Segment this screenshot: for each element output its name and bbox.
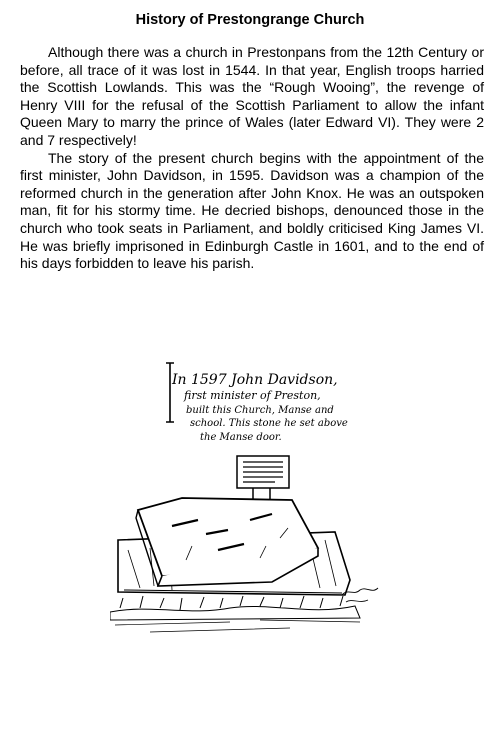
body-text xyxy=(20,44,484,273)
paragraph-1: Although there was a church in Prestonpans from the 12th Century or before, all trace of it was lost in 1544. In that year, English troops harried the Scottish Lowlands. This was the “Rough Wooing”, the revenge of Henry VIII for the refusal of the Scottish Parliament to allow the infant Queen Mary to marry the prince of Wales (later Edward VI). They were 2 and 7 respectively! xyxy=(20,44,484,148)
ground-lines xyxy=(115,620,360,632)
plaque xyxy=(237,456,289,502)
page-title: History of Prestongrange Church xyxy=(135,12,365,28)
inscription-line-5: the Manse door. xyxy=(200,432,282,443)
inscription-line-2: first minister of Preston, xyxy=(184,389,321,402)
inscription-line-3: built this Church, Manse and xyxy=(186,405,334,416)
ground-grass xyxy=(110,596,360,620)
inscription xyxy=(171,372,348,443)
paragraph-2: The story of the present church begins with the appointment of the first minister, John Davidson, in 1595. Davidson was a champion of the reformed church in the generation after John Knox. He was an outspoken man, fit for his stormy time. He decried bishops, denounced those in the church who took seats in Parliament, and boldly criticised King James VI. He was briefly imprisoned in Edinburgh Castle in 1601, and to the end of his days forbidden to leave his parish. xyxy=(20,149,484,272)
inscription-line-4: school. This stone he set above xyxy=(190,418,348,429)
inscription-line-1: In 1597 John Davidson, xyxy=(172,372,338,388)
stone-illustration xyxy=(110,350,390,680)
